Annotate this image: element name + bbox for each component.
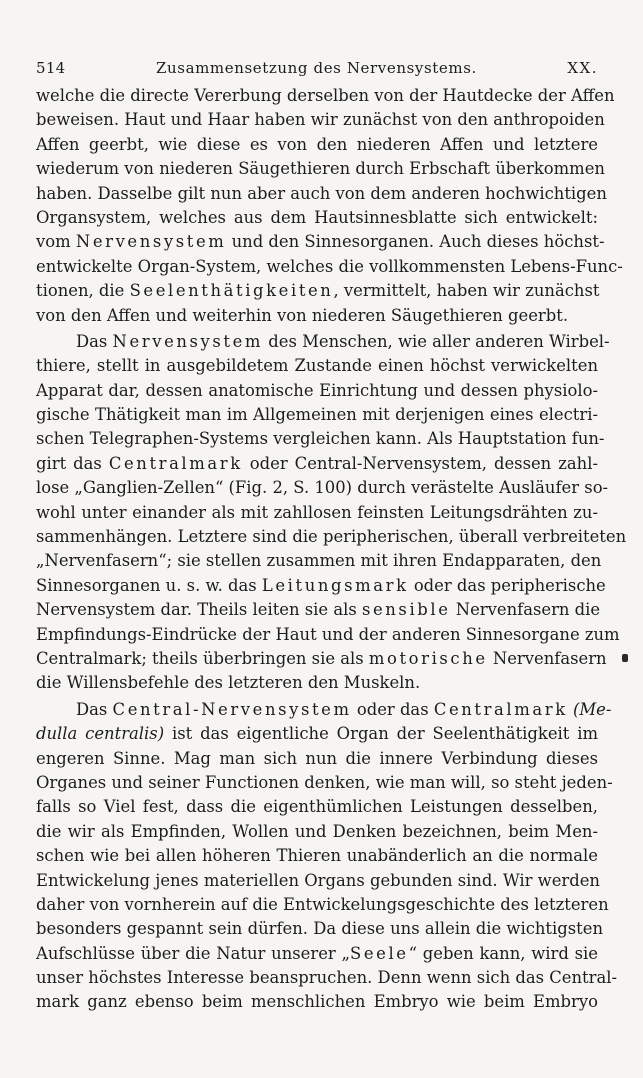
- text-line: [36, 722, 598, 746]
- spaced-term: Seelenthätigkeiten: [129, 281, 334, 301]
- text-line: [36, 452, 598, 476]
- spaced-term: Centralmark: [108, 453, 243, 473]
- running-header: [36, 58, 598, 78]
- text-line: [36, 647, 607, 671]
- text-line: Organes und seiner Functionen denken, wie man will, so steht jeden-: [36, 772, 613, 792]
- text-line: [36, 279, 598, 303]
- spaced-term: Seele: [350, 943, 409, 963]
- text-line: besonders gespannt sein dürfen. Da diese uns allein die wichtigsten: [36, 919, 604, 939]
- spaced-term: Centralmark: [433, 699, 568, 719]
- text-run: Centralmark; theils überbringen sie als: [36, 648, 369, 668]
- text-line: Affen geerbt, wie diese es von den niederen Affen und letztere: [36, 134, 598, 154]
- text-line: [36, 598, 601, 622]
- text-line: lose „Ganglien-Zellen“ (Fig. 2, S. 100) durch verästelte Ausläufer so-: [36, 478, 609, 498]
- text-line: „Nervenfasern“; sie stellen zusammen mit ihren Endapparaten, den: [36, 551, 602, 571]
- text-line: [36, 942, 598, 966]
- text-run: des Menschen, wie aller anderen Wirbel-: [263, 331, 610, 351]
- text-run: “ geben kann, wird sie: [408, 943, 598, 963]
- text-run: oder Central-Nervensystem, dessen zahl-: [242, 453, 598, 473]
- text-run: ist das eigentliche Organ der Seelenthätigkeit im: [164, 724, 598, 744]
- text-line: [36, 574, 606, 598]
- text-line: [36, 230, 605, 254]
- spaced-term: sensible: [361, 600, 451, 620]
- text-line: unser höchstes Interesse beanspruchen. Denn wenn sich das Central-: [36, 968, 618, 988]
- text-line: schen Telegraphen-Systems vergleichen kann. Als Hauptstation fun-: [36, 429, 605, 449]
- text-line: gische Thätigkeit man im Allgemeinen mit derjenigen eines electri-: [36, 405, 598, 425]
- spaced-term: Leitungsmark: [261, 575, 409, 595]
- running-title: Zusammensetzung des Nervensystems.: [155, 59, 477, 77]
- text-line: beweisen. Haut und Haar haben wir zunächst von den anthropoiden: [36, 110, 605, 130]
- spaced-term: Nervensystem: [112, 331, 264, 351]
- text-run: Das: [76, 699, 113, 719]
- text-line: thiere, stellt in ausgebildetem Zustande einen höchst verwickelten: [36, 356, 598, 376]
- spaced-term: Nervensystem: [75, 232, 227, 252]
- text-run: Sinnesorganen u. s. w. das: [36, 575, 262, 595]
- text-line: wohl unter einander als mit zahllosen feinsten Leitungsdrähten zu-: [36, 502, 598, 522]
- margin-ink-mark: [622, 654, 628, 662]
- text-run: oder das peripherische: [408, 575, 606, 595]
- text-run: , vermittelt, haben wir zunächst: [333, 281, 600, 301]
- text-line: Empfindungs-Eindrücke der Haut und der anderen Sinnesorgane zum: [36, 624, 620, 644]
- book-page: [36, 58, 627, 1015]
- text-run: Nervenfasern: [487, 648, 607, 668]
- text-line: Entwickelung jenes materiellen Organs gebunden sind. Wir werden: [36, 870, 600, 890]
- spaced-term: motorische: [368, 648, 488, 668]
- page-number: 514: [36, 59, 66, 77]
- text-line: wiederum von niederen Säugethieren durch Erbschaft überkommen: [36, 159, 605, 179]
- text-line: die wir als Empfinden, Wollen und Denken bezeichnen, beim Men-: [36, 821, 598, 841]
- text-line: engeren Sinne. Mag man sich nun die innere Verbindung dieses: [36, 748, 598, 768]
- text-line: falls so Viel fest, dass die eigenthümlichen Leistungen desselben,: [36, 797, 598, 817]
- text-line: mark ganz ebenso beim menschlichen Embryo wie beim Embryo: [36, 992, 598, 1012]
- text-line: haben. Dasselbe gilt nun aber auch von dem anderen hochwichtigen: [36, 183, 607, 203]
- text-line: entwickelte Organ-System, welches die vollkommensten Lebens-Func-: [36, 256, 623, 276]
- text-line: schen wie bei allen höheren Thieren unabänderlich an die normale: [36, 846, 598, 866]
- text-line: von den Affen und weiterhin von niederen Säugethieren geerbt.: [36, 305, 569, 325]
- text-line: Apparat dar, dessen anatomische Einrichtung und dessen physiolo-: [36, 380, 598, 400]
- italic-term: (Me-: [567, 699, 612, 719]
- text-run: girt das: [36, 453, 109, 473]
- text-line: welche die directe Vererbung derselben von der Hautdecke der Affen: [36, 86, 615, 105]
- text-run: tionen, die: [36, 281, 130, 301]
- text-line: [36, 698, 612, 722]
- text-run: vom: [36, 232, 76, 252]
- body-text: [36, 84, 627, 1015]
- spaced-term: Central-Nervensystem: [112, 699, 352, 719]
- text-run: und den Sinnesorganen. Auch dieses höchst-: [226, 232, 605, 252]
- text-line: daher von vornherein auf die Entwickelungsgeschichte des letzteren: [36, 894, 609, 914]
- text-line: die Willensbefehle des letzteren den Muskeln.: [36, 673, 421, 693]
- text-line: [36, 330, 610, 354]
- text-run: Das: [76, 331, 113, 351]
- text-line: sammenhängen. Letztere sind die peripherischen, überall verbreiteten: [36, 527, 627, 547]
- italic-term: dulla centralis): [36, 724, 165, 744]
- text-line: Organsystem, welches aus dem Hautsinnesblatte sich entwickelt:: [36, 207, 598, 227]
- text-run: oder das: [351, 699, 434, 719]
- text-run: Nervensystem dar. Theils leiten sie als: [36, 600, 362, 620]
- text-run: Nervenfasern die: [450, 600, 601, 620]
- chapter-number: XX.: [567, 59, 598, 77]
- text-run: Aufschlüsse über die Natur unserer „: [36, 943, 351, 963]
